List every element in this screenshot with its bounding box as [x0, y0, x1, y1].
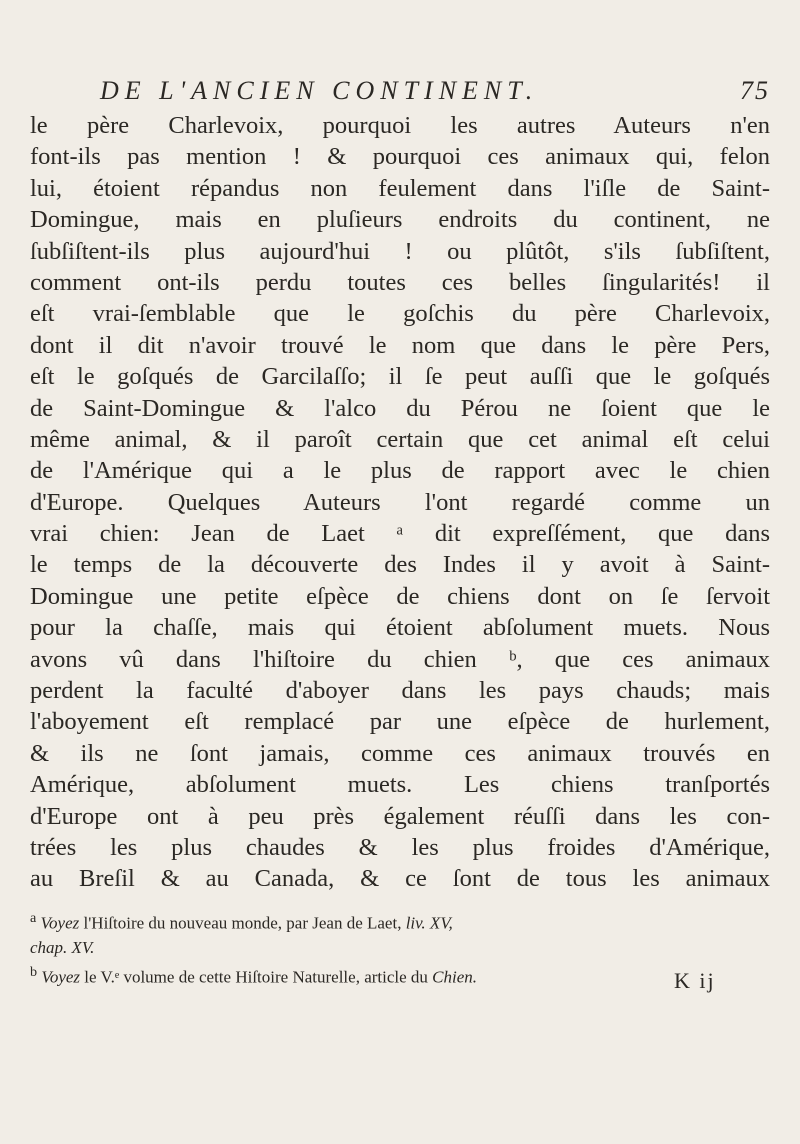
text-line: pour la chaſſe, mais qui étoient abſolument muets. Nous [30, 614, 770, 642]
text-line: d'Europe ont à peu près également réuſſi dans les con- [30, 802, 770, 830]
text-line: Amérique, abſolument muets. Les chiens tranſportés [30, 771, 770, 799]
text-line: au Breſil & au Canada, & ce ſont de tous les animaux [30, 865, 770, 893]
text-line: ſubſiſtent-ils plus aujourd'hui ! ou plûtôt, s'ils ſubſiſtent, [30, 237, 770, 265]
text-line: font-ils pas mention ! & pourquoi ces animaux qui, felon [30, 143, 770, 171]
footnote-lead: Voyez [41, 967, 81, 987]
body-text [30, 110, 770, 895]
page-number: 75 [740, 76, 770, 105]
running-head [80, 76, 770, 110]
text-line: le père Charlevoix, pourquoi les autres Auteurs n'en [30, 112, 770, 139]
text-line: l'aboyement eſt remplacé par une eſpèce de hurlement, [30, 708, 770, 736]
footnote-a [30, 906, 770, 936]
footnote-text: l'Hiſtoire du nouveau monde, par Jean de Laet, [83, 913, 402, 933]
text-line: le temps de la découverte des Indes il y avoit à Saint- [30, 551, 770, 579]
signature-mark: K ij [674, 968, 716, 993]
text-line: avons vû dans l'hiſtoire du chien ᵇ, que ces animaux [30, 645, 770, 673]
footnotes [30, 906, 770, 989]
text-line: d'Europe. Quelques Auteurs l'ont regardé comme un [30, 488, 770, 516]
footnote-ref: liv. XV, [405, 913, 453, 933]
text-line: Domingue, mais en pluſieurs endroits du continent, ne [30, 206, 770, 234]
text-line: même animal, & il paroît certain que cet animal eſt celui [30, 425, 770, 453]
text-line: comment ont-ils perdu toutes ces belles ſingularités! il [30, 268, 770, 296]
text-line: vrai chien: Jean de Laet ᵃ dit expreſſément, que dans [30, 520, 770, 548]
text-line: & ils ne ſont jamais, comme ces animaux trouvés en [30, 739, 770, 767]
footnote-marker: a [30, 910, 37, 926]
footnote-lead: Voyez [40, 913, 80, 933]
text-line: lui, étoient répandus non feulement dans l'iſle de Saint- [30, 174, 770, 202]
text-line: de Saint-Domingue & l'alco du Pérou ne ſoient que le [30, 394, 770, 422]
running-head-title: DE L'ANCIEN CONTINENT. [100, 76, 539, 105]
footnote-a-continuation [30, 936, 770, 960]
text-line: trées les plus chaudes & les plus froides d'Amérique, [30, 833, 770, 861]
text-line: dont il dit n'avoir trouvé le nom que dans le père Pers, [30, 331, 770, 359]
footnote-cont: chap. XV. [30, 937, 95, 957]
footnote-ref: Chien. [432, 967, 478, 987]
text-line: eſt vrai-ſemblable que le goſchis du père Charlevoix, [30, 300, 770, 328]
footnote-marker: b [30, 963, 38, 980]
footnote-text: le V.ᵉ volume de cette Hiſtoire Naturelle, article du [84, 967, 428, 987]
footnote-b [30, 960, 770, 990]
text-line: eſt le goſqués de Garcilaſſo; il ſe peut auſſi que le goſqués [30, 363, 770, 391]
text-line: Domingue une petite eſpèce de chiens dont on ſe ſervoit [30, 582, 770, 610]
text-line: perdent la faculté d'aboyer dans les pays chauds; mais [30, 677, 770, 705]
text-line: de l'Amérique qui a le plus de rapport avec le chien [30, 457, 770, 485]
